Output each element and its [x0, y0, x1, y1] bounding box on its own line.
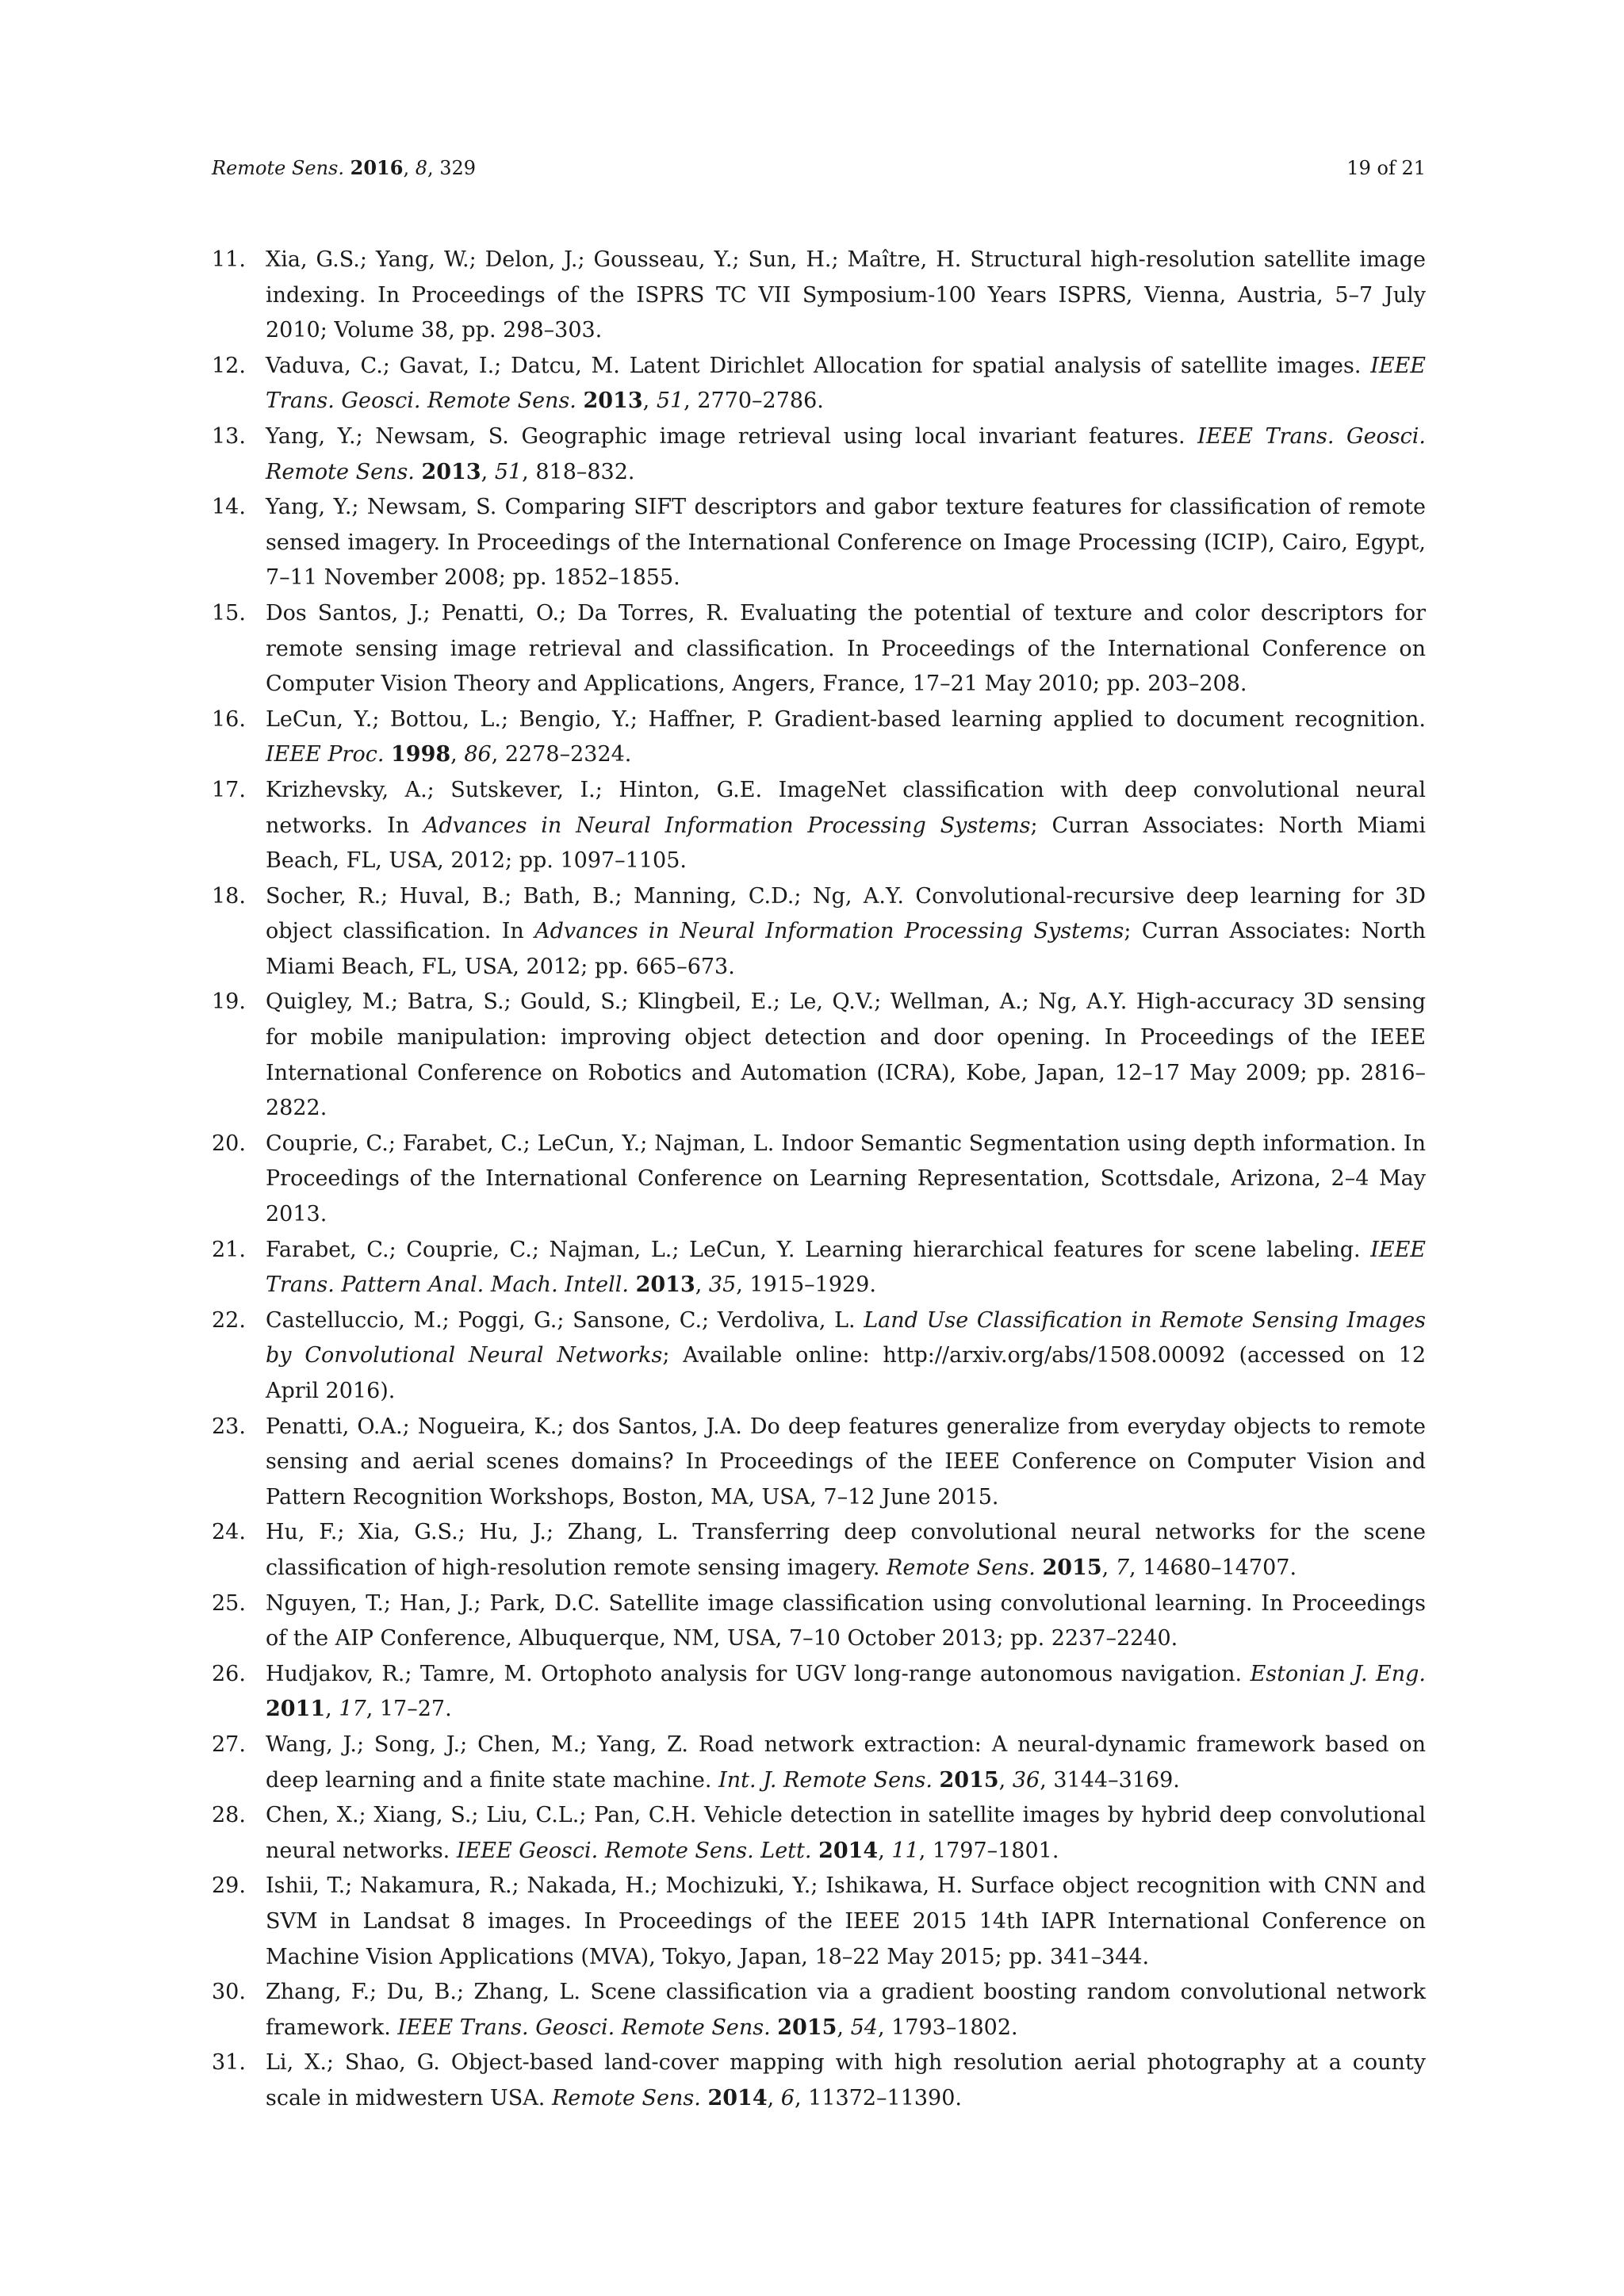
reference-number: 20. — [212, 1131, 246, 1156]
reference-segment: Wang, J.; Song, J.; Chen, M.; Yang, Z. Road network extraction: A neural-dynamic framework based on deep learning and a finite state machine. — [266, 1732, 1426, 1793]
reference-text — [266, 1586, 1426, 1657]
reference-italic-segment: Remote Sens. — [551, 2085, 701, 2110]
reference-text — [266, 1303, 1426, 1410]
reference-number: 22. — [212, 1307, 246, 1333]
reference-segment: , 1793–1802. — [877, 2015, 1018, 2040]
reference-text — [266, 419, 1426, 490]
reference-text — [266, 349, 1426, 419]
reference-segment: , 11372–11390. — [794, 2085, 962, 2110]
reference-segment: Yang, Y.; Newsam, S. Geographic image retrieval using local invariant features. — [266, 423, 1198, 449]
reference-item — [212, 1975, 1426, 2045]
reference-item — [212, 1410, 1426, 1516]
reference-number: 16. — [212, 706, 246, 732]
reference-number: 19. — [212, 989, 246, 1015]
reference-bold-segment: 2013 — [583, 388, 643, 414]
reference-italic-segment: Advances in Neural Information Processing Systems — [534, 919, 1124, 944]
reference-number: 25. — [212, 1590, 246, 1616]
reference-italic-segment: 54 — [850, 2015, 878, 2040]
reference-segment — [933, 1768, 940, 1793]
reference-text — [266, 985, 1426, 1126]
reference-item — [212, 1127, 1426, 1233]
reference-item — [212, 1586, 1426, 1657]
reference-segment: , — [998, 1767, 1013, 1793]
running-header — [212, 152, 1426, 184]
reference-bold-segment: 2013 — [635, 1272, 695, 1298]
reference-text — [266, 1515, 1426, 1586]
reference-number: 31. — [212, 2050, 246, 2076]
reference-italic-segment: 51 — [494, 459, 523, 484]
reference-italic-segment: 6 — [780, 2085, 795, 2110]
reference-segment: , — [1101, 1555, 1116, 1580]
reference-italic-segment: IEEE Geosci. Remote Sens. Lett. — [456, 1838, 812, 1863]
reference-bold-segment: 2015 — [1042, 1555, 1102, 1580]
reference-segment: ; Available online: http://arxiv.org/abs/1508.00092 (accessed on 12 April 2016). — [266, 1343, 1426, 1403]
reference-number: 17. — [212, 777, 246, 802]
reference-segment: , — [325, 1697, 339, 1722]
reference-segment: ; Curran Associates: North Miami Beach, FL, USA, 2012; pp. 1097–1105. — [266, 813, 1426, 874]
article-number: 329 — [439, 157, 477, 179]
reference-italic-segment: 11 — [891, 1838, 919, 1863]
reference-italic-segment: IEEE Trans. Geosci. Remote Sens. — [397, 2015, 771, 2040]
reference-item — [212, 349, 1426, 419]
reference-segment: , — [481, 459, 495, 484]
reference-segment: ; Curran Associates: North Miami Beach, FL, USA, 2012; pp. 665–673. — [266, 919, 1426, 979]
reference-text — [266, 243, 1426, 349]
reference-segment: Li, X.; Shao, G. Object-based land-cover mapping with high resolution aerial photography at a county scale in midwestern USA. — [266, 2050, 1426, 2110]
reference-italic-segment: IEEE Trans. Pattern Anal. Mach. Intell. — [266, 1237, 1426, 1298]
reference-number: 24. — [212, 1520, 246, 1545]
reference-segment: Castelluccio, M.; Poggi, G.; Sansone, C.; Verdoliva, L. — [266, 1307, 864, 1333]
reference-segment: , 2278–2324. — [491, 742, 632, 767]
reference-item — [212, 773, 1426, 879]
reference-segment: Hu, F.; Xia, G.S.; Hu, J.; Zhang, L. Transferring deep convolutional neural networks for the scene classification of high-resolution remote sensing imagery. — [266, 1520, 1426, 1580]
reference-number: 29. — [212, 1873, 246, 1899]
reference-segment: , 17–27. — [366, 1697, 452, 1722]
reference-text — [266, 879, 1426, 985]
reference-segment: , — [767, 2085, 781, 2110]
reference-number: 28. — [212, 1803, 246, 1828]
reference-segment: Hudjakov, R.; Tamre, M. Ortophoto analysis for UGV long-range autonomous navigation. — [266, 1661, 1251, 1686]
reference-text — [266, 1975, 1426, 2045]
reference-segment: LeCun, Y.; Bottou, L.; Bengio, Y.; Haffner, P. Gradient-based learning applied to document recognition. — [266, 706, 1426, 732]
reference-item — [212, 596, 1426, 702]
reference-number: 30. — [212, 1980, 246, 2005]
reference-segment: , — [878, 1838, 892, 1863]
journal-citation: Remote Sens. 2016, 8, 329 — [212, 156, 477, 179]
reference-bold-segment: 2015 — [939, 1767, 999, 1793]
reference-segment: , 1797–1801. — [918, 1838, 1059, 1863]
reference-item — [212, 1869, 1426, 1975]
reference-italic-segment: Int. J. Remote Sens. — [718, 1767, 933, 1793]
reference-item — [212, 2045, 1426, 2116]
reference-item — [212, 1233, 1426, 1303]
reference-italic-segment: 51 — [656, 388, 684, 414]
reference-italic-segment: Estonian J. Eng. — [1250, 1661, 1426, 1686]
reference-segment: , 818–832. — [522, 459, 635, 484]
reference-italic-segment: 35 — [708, 1272, 737, 1298]
reference-segment — [384, 742, 391, 767]
reference-number: 13. — [212, 423, 246, 449]
reference-item — [212, 490, 1426, 596]
reference-segment: , 1915–1929. — [736, 1272, 876, 1298]
reference-italic-segment: 7 — [1115, 1555, 1129, 1580]
reference-italic-segment: Land Use Classification in Remote Sensing Images by Convolutional Neural Networks — [266, 1307, 1427, 1368]
reference-item — [212, 879, 1426, 985]
reference-segment: , — [695, 1272, 709, 1298]
reference-text — [266, 2045, 1426, 2116]
reference-text — [266, 1127, 1426, 1233]
reference-segment: Quigley, M.; Batra, S.; Gould, S.; Klingbeil, E.; Le, Q.V.; Wellman, A.; Ng, A.Y. High-accuracy 3D sensing for mobile manipulation: improving object detection and door opening. In Proceedings of the IEEE International Conference on Robotics and Automation (ICRA), Kobe, Japan, 12–17 May 2009; pp. 2816–2822. — [266, 989, 1426, 1121]
reference-bold-segment: 2013 — [421, 459, 481, 484]
reference-segment: Farabet, C.; Couprie, C.; Najman, L.; LeCun, Y. Learning hierarchical features for scene labeling. — [266, 1237, 1371, 1262]
reference-number: 23. — [212, 1414, 246, 1439]
reference-segment: , — [837, 2015, 851, 2040]
reference-segment: Vaduva, C.; Gavat, I.; Datcu, M. Latent Dirichlet Allocation for spatial analysis of satellite images. — [266, 353, 1371, 378]
reference-segment: Socher, R.; Huval, B.; Bath, B.; Manning, C.D.; Ng, A.Y. Convolutional-recursive deep learning for 3D object classification. In — [266, 883, 1426, 944]
reference-segment — [629, 1272, 636, 1297]
reference-segment: , 2770–2786. — [684, 388, 824, 414]
reference-item — [212, 1515, 1426, 1586]
reference-segment: Dos Santos, J.; Penatti, O.; Da Torres, R. Evaluating the potential of texture and color descriptors for remote sensing image retrieval and classification. In Proceedings of the International Conference on Computer Vision Theory and Applications, Angers, France, 17–21 May 2010; pp. 203–208. — [266, 600, 1426, 697]
reference-text — [266, 1657, 1426, 1728]
reference-italic-segment: 36 — [1012, 1767, 1040, 1793]
reference-bold-segment: 2011 — [266, 1697, 326, 1722]
reference-segment: Ishii, T.; Nakamura, R.; Nakada, H.; Mochizuki, Y.; Ishikawa, H. Surface object recognition with CNN and SVM in Landsat 8 images. In Proceedings of the IEEE 2015 14th IAPR International Conference on Machine Vision Applications (MVA), Tokyo, Japan, 18–22 May 2015; pp. 341–344. — [266, 1873, 1426, 1969]
reference-list — [212, 243, 1426, 2116]
reference-item — [212, 1728, 1426, 1798]
reference-italic-segment: IEEE Trans. Geosci. Remote Sens. — [266, 423, 1426, 484]
reference-text — [266, 702, 1426, 773]
reference-item — [212, 1657, 1426, 1728]
reference-text — [266, 1233, 1426, 1303]
reference-segment: Couprie, C.; Farabet, C.; LeCun, Y.; Najman, L. Indoor Semantic Segmentation using depth information. In Proceedings of the International Conference on Learning Representation, Scottsdale, Arizona, 2–4 May 2013. — [266, 1131, 1426, 1227]
reference-text — [266, 490, 1426, 596]
reference-item — [212, 1798, 1426, 1869]
reference-segment: , 3144–3169. — [1040, 1767, 1180, 1793]
journal-year: 2016 — [350, 156, 404, 179]
reference-segment — [771, 2015, 778, 2040]
reference-item — [212, 1303, 1426, 1410]
reference-number: 15. — [212, 600, 246, 626]
reference-segment: Xia, G.S.; Yang, W.; Delon, J.; Gousseau, Y.; Sun, H.; Maître, H. Structural high-resolution satellite image indexing. In Proceedings of the ISPRS TC VII Symposium-100 Years ISPRS, Vienna, Austria, 5–7 July 2010; Volume 38, pp. 298–303. — [266, 247, 1426, 343]
reference-number: 18. — [212, 883, 246, 909]
reference-item — [212, 985, 1426, 1126]
reference-bold-segment: 1998 — [391, 742, 451, 767]
reference-italic-segment: Remote Sens. — [887, 1555, 1036, 1580]
reference-item — [212, 243, 1426, 349]
reference-italic-segment: 17 — [339, 1697, 366, 1722]
reference-number: 12. — [212, 353, 246, 378]
reference-bold-segment: 2014 — [707, 2085, 768, 2110]
reference-segment: Yang, Y.; Newsam, S. Comparing SIFT descriptors and gabor texture features for classification of remote sensed imagery. In Proceedings of the International Conference on Image Processing (ICIP), Cairo, Egypt, 7–11 November 2008; pp. 1852–1855. — [266, 495, 1426, 591]
reference-number: 21. — [212, 1237, 246, 1262]
reference-segment: , — [450, 742, 465, 767]
reference-text — [266, 596, 1426, 702]
journal-name: Remote Sens. — [212, 157, 345, 179]
reference-segment: Nguyen, T.; Han, J.; Park, D.C. Satellite image classification using convolutional learning. In Proceedings of the AIP Conference, Albuquerque, NM, USA, 7–10 October 2013; pp. 2237–2240. — [266, 1590, 1426, 1651]
reference-bold-segment: 2015 — [777, 2015, 837, 2040]
reference-segment — [811, 1839, 818, 1863]
reference-number: 14. — [212, 495, 246, 520]
reference-item — [212, 702, 1426, 773]
reference-text — [266, 773, 1426, 879]
reference-text — [266, 1410, 1426, 1516]
reference-italic-segment: IEEE Proc. — [266, 742, 385, 767]
reference-segment: Zhang, F.; Du, B.; Zhang, L. Scene classification via a gradient boosting random convolutional network framework. — [266, 1980, 1426, 2040]
reference-item — [212, 419, 1426, 490]
reference-bold-segment: 2014 — [818, 1838, 879, 1863]
reference-italic-segment: Advances in Neural Information Processing Systems — [423, 813, 1031, 838]
reference-text — [266, 1869, 1426, 1975]
reference-segment: Chen, X.; Xiang, S.; Liu, C.L.; Pan, C.H. Vehicle detection in satellite images by hybrid deep convolutional neural networks. — [266, 1803, 1426, 1863]
reference-segment: Penatti, O.A.; Nogueira, K.; dos Santos, J.A. Do deep features generalize from everyday objects to remote sensing and aerial scenes domains? In Proceedings of the IEEE Conference on Computer Vision and Pattern Recognition Workshops, Boston, MA, USA, 7–12 June 2015. — [266, 1414, 1426, 1510]
reference-number: 26. — [212, 1661, 246, 1686]
reference-italic-segment: IEEE Trans. Geosci. Remote Sens. — [266, 353, 1426, 414]
reference-segment: , — [642, 388, 657, 414]
reference-text — [266, 1728, 1426, 1798]
reference-text — [266, 1798, 1426, 1869]
page-number: 19 of 21 — [1346, 157, 1426, 179]
reference-number: 11. — [212, 247, 246, 272]
journal-volume: 8 — [415, 157, 427, 179]
reference-number: 27. — [212, 1732, 246, 1757]
reference-italic-segment: 86 — [464, 742, 492, 767]
reference-segment: Krizhevsky, A.; Sutskever, I.; Hinton, G.E. ImageNet classification with deep convolutional neural networks. In — [266, 777, 1426, 838]
reference-segment: , 14680–14707. — [1129, 1555, 1297, 1580]
